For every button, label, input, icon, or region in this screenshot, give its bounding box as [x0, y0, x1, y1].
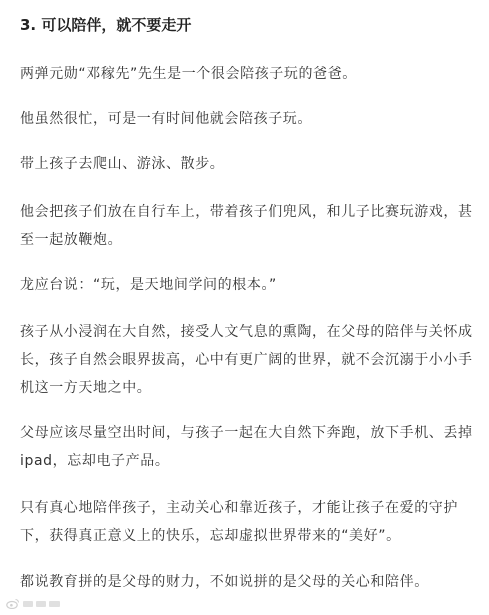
- section-heading: 3. 可以陪伴，就不要走开: [20, 16, 192, 34]
- paragraph-2: 他虽然很忙，可是一有时间他就会陪孩子玩。: [20, 111, 312, 127]
- paragraph-6: 孩子从小浸润在大自然，接受人文气息的熏陶，在父母的陪伴与关怀成长，孩子自然会眼界拔高，心中有更广阔的世界，就不会沉溺于小小手机这一方天地之中。: [20, 324, 473, 396]
- paragraph-4: 他会把孩子们放在自行车上，带着孩子们兜风，和儿子比赛玩游戏，甚至一起放鞭炮。: [20, 204, 473, 248]
- paragraph-9: 都说教育拼的是父母的财力，不如说拼的是父母的关心和陪伴。: [20, 574, 429, 590]
- paragraph-1: 两弹元勋“邓稼先”先生是一个很会陪孩子玩的爸爸。: [20, 66, 357, 82]
- paragraph-5: 龙应台说：“玩，是天地间学问的根本。”: [20, 277, 277, 293]
- paragraph-7: 父母应该尽量空出时间，与孩子一起在大自然下奔跑，放下手机、丢掉ipad，忘却电子产品。: [20, 425, 473, 469]
- watermark-text-mark: [22, 599, 62, 609]
- weibo-icon: [6, 598, 20, 609]
- watermark: [6, 598, 62, 609]
- paragraph-3: 带上孩子去爬山、游泳、散步。: [20, 156, 225, 172]
- paragraph-8: 只有真心地陪伴孩子，主动关心和靠近孩子，才能让孩子在爱的守护下，获得真正意义上的快乐，忘却虚拟世界带来的“美好”。: [20, 500, 458, 544]
